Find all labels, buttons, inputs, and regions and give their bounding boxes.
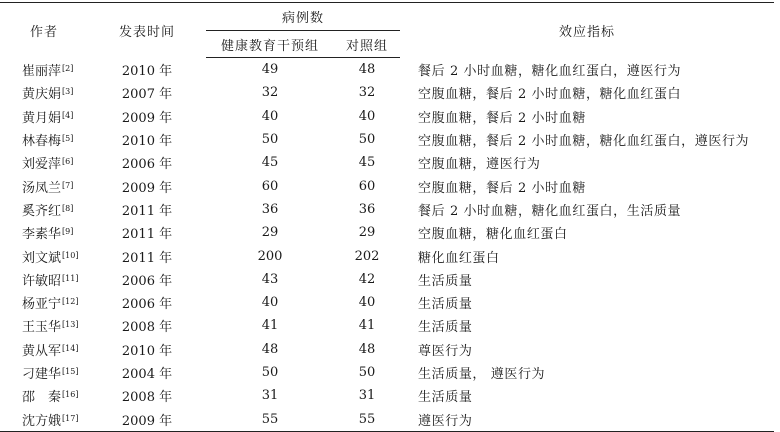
reference-marker: [8] bbox=[62, 203, 74, 213]
author-name: 林春梅 bbox=[22, 134, 62, 150]
table-row bbox=[0, 291, 774, 314]
reference-marker: [12] bbox=[62, 297, 79, 307]
reference-marker: [17] bbox=[62, 413, 79, 423]
cell-intervention: 50 bbox=[261, 365, 279, 380]
author-name: 李素华 bbox=[22, 227, 62, 243]
cell-year: 2010 年 bbox=[121, 63, 173, 79]
author-name: 沈方娥 bbox=[22, 413, 62, 429]
cell-author bbox=[0, 81, 88, 104]
cell-year: 2009 年 bbox=[121, 180, 173, 196]
cell-indicators: 餐后 2 小时血糖，糖化血红蛋白，生活质量 bbox=[418, 203, 682, 219]
cell-intervention: 40 bbox=[261, 108, 279, 124]
author-name: 黄从军 bbox=[22, 343, 62, 359]
cell-control: 48 bbox=[358, 341, 376, 357]
cell-author bbox=[0, 105, 88, 128]
cell-intervention: 40 bbox=[261, 295, 279, 311]
cell-control: 45 bbox=[358, 155, 376, 171]
cell-intervention: 41 bbox=[261, 318, 279, 334]
reference-marker: [13] bbox=[62, 320, 79, 330]
header-control: 对照组 bbox=[334, 31, 400, 58]
cell-indicators: 生活质量， 遵医行为 bbox=[418, 367, 546, 382]
reference-marker: [16] bbox=[62, 390, 79, 400]
cell-intervention: 36 bbox=[261, 201, 279, 217]
author-name: 汤凤兰 bbox=[22, 180, 62, 196]
cell-author bbox=[0, 174, 88, 197]
cell-indicators: 空腹血糖，餐后 2 小时血糖 bbox=[418, 180, 586, 196]
cell-year: 2006 年 bbox=[121, 157, 173, 173]
author-name: 刘文斌 bbox=[22, 250, 62, 266]
cell-author bbox=[0, 268, 88, 291]
reference-marker: [4] bbox=[62, 110, 74, 120]
cell-author bbox=[0, 151, 88, 174]
cell-control: 32 bbox=[358, 85, 376, 101]
table-row bbox=[0, 361, 774, 384]
cell-intervention: 49 bbox=[261, 62, 279, 78]
table-row bbox=[0, 268, 774, 291]
cell-control: 50 bbox=[358, 132, 376, 148]
cell-intervention: 32 bbox=[261, 85, 279, 101]
table-row bbox=[0, 105, 774, 128]
cell-author bbox=[0, 244, 88, 267]
cell-year: 2010 年 bbox=[121, 134, 173, 150]
reference-marker: [14] bbox=[62, 343, 79, 353]
cell-year: 2006 年 bbox=[121, 273, 173, 289]
table-row bbox=[0, 384, 774, 407]
cell-control: 29 bbox=[358, 225, 376, 241]
reference-marker: [6] bbox=[62, 157, 74, 167]
cell-intervention: 45 bbox=[261, 155, 279, 171]
table-row bbox=[0, 198, 774, 221]
table-row bbox=[0, 338, 774, 361]
cell-control: 202 bbox=[354, 248, 380, 264]
author-name: 刁建华 bbox=[22, 367, 62, 382]
cell-author bbox=[0, 198, 88, 221]
reference-marker: [2] bbox=[62, 63, 74, 73]
reference-marker: [15] bbox=[62, 367, 79, 376]
table-row bbox=[0, 81, 774, 104]
table-row bbox=[0, 244, 774, 267]
cell-author bbox=[0, 291, 88, 314]
cell-indicators: 餐后 2 小时血糖，糖化血红蛋白，遵医行为 bbox=[418, 63, 682, 79]
cell-control: 48 bbox=[358, 62, 376, 78]
table-row bbox=[0, 151, 774, 174]
cell-intervention: 200 bbox=[257, 248, 283, 264]
cell-indicators: 空腹血糖，餐后 2 小时血糖，糖化血红蛋白，遵医行为 bbox=[418, 134, 750, 150]
cell-indicators: 糖化血红蛋白 bbox=[418, 250, 500, 266]
studies-table bbox=[0, 2, 774, 432]
cell-intervention: 48 bbox=[261, 341, 279, 357]
cell-year: 2009 年 bbox=[121, 110, 173, 126]
table-row bbox=[0, 58, 774, 82]
table-row bbox=[0, 407, 774, 431]
cell-control: 40 bbox=[358, 108, 376, 124]
cell-intervention: 55 bbox=[206, 407, 334, 431]
cell-year: 2004 年 bbox=[121, 367, 173, 382]
cell-indicators: 生活质量 bbox=[418, 273, 473, 289]
cell-control: 36 bbox=[358, 201, 376, 217]
cell-indicators: 遵医行为 bbox=[400, 407, 774, 431]
cell-control: 42 bbox=[358, 271, 376, 287]
table-row bbox=[0, 128, 774, 151]
cell-author bbox=[0, 128, 88, 151]
cell-author bbox=[0, 221, 88, 244]
table-header bbox=[0, 3, 774, 58]
reference-marker: [9] bbox=[62, 227, 74, 237]
cell-year: 2009 年 bbox=[88, 407, 206, 431]
cell-indicators: 生活质量 bbox=[418, 320, 473, 336]
reference-marker: [10] bbox=[62, 250, 79, 260]
cell-indicators: 生活质量 bbox=[418, 390, 473, 406]
header-intervention: 健康教育干预组 bbox=[206, 31, 334, 58]
author-name: 崔丽萍 bbox=[22, 63, 62, 79]
reference-marker: [5] bbox=[62, 134, 74, 144]
table-body bbox=[0, 58, 774, 432]
cell-year: 2010 年 bbox=[121, 343, 173, 359]
cell-control: 55 bbox=[334, 407, 400, 431]
cell-indicators: 生活质量 bbox=[418, 297, 473, 313]
cell-intervention: 31 bbox=[261, 388, 279, 404]
cell-intervention: 60 bbox=[261, 178, 279, 194]
cell-indicators: 空腹血糖，餐后 2 小时血糖 bbox=[418, 110, 586, 126]
reference-marker: [3] bbox=[62, 87, 74, 97]
cell-author bbox=[0, 361, 88, 384]
cell-author bbox=[0, 384, 88, 407]
table-row bbox=[0, 314, 774, 337]
author-name: 奚齐红 bbox=[22, 203, 62, 219]
author-name: 邵 秦 bbox=[22, 390, 62, 406]
cell-year: 2011 年 bbox=[121, 250, 173, 266]
cell-control: 60 bbox=[358, 178, 376, 194]
cell-intervention: 50 bbox=[261, 132, 279, 148]
author-name: 杨亚宁 bbox=[22, 297, 62, 313]
author-name: 许敏昭 bbox=[22, 273, 62, 289]
reference-marker: [7] bbox=[62, 180, 74, 190]
cell-author bbox=[0, 407, 88, 431]
cell-year: 2011 年 bbox=[121, 227, 173, 243]
table-row bbox=[0, 174, 774, 197]
header-year: 发表时间 bbox=[88, 3, 206, 58]
author-name: 黄月娟 bbox=[22, 110, 62, 126]
cell-control: 31 bbox=[358, 388, 376, 404]
author-name: 刘爱萍 bbox=[22, 157, 62, 173]
header-cases: 病例数 bbox=[206, 3, 400, 31]
cell-control: 40 bbox=[358, 295, 376, 311]
reference-marker: [11] bbox=[62, 273, 79, 283]
cell-indicators: 空腹血糖，糖化血红蛋白 bbox=[418, 227, 568, 243]
author-name: 黄庆娟 bbox=[22, 87, 62, 103]
author-name: 王玉华 bbox=[22, 320, 62, 336]
cell-indicators: 空腹血糖，餐后 2 小时血糖，糖化血红蛋白 bbox=[418, 87, 682, 103]
cell-indicators: 空腹血糖，遵医行为 bbox=[418, 157, 541, 173]
cell-year: 2007 年 bbox=[121, 87, 173, 103]
cell-year: 2008 年 bbox=[121, 390, 173, 406]
cell-intervention: 29 bbox=[261, 225, 279, 241]
cell-year: 2006 年 bbox=[121, 297, 173, 313]
cell-intervention: 43 bbox=[261, 271, 279, 287]
cell-year: 2008 年 bbox=[121, 320, 173, 336]
cell-indicators: 尊医行为 bbox=[418, 343, 473, 359]
cell-author bbox=[0, 58, 88, 82]
cell-author bbox=[0, 314, 88, 337]
header-author: 作者 bbox=[0, 3, 88, 58]
cell-author bbox=[0, 338, 88, 361]
table-row bbox=[0, 221, 774, 244]
cell-year: 2011 年 bbox=[121, 203, 173, 219]
cell-control: 50 bbox=[358, 365, 376, 380]
header-indicators: 效应指标 bbox=[400, 3, 774, 58]
cell-control: 41 bbox=[358, 318, 376, 334]
